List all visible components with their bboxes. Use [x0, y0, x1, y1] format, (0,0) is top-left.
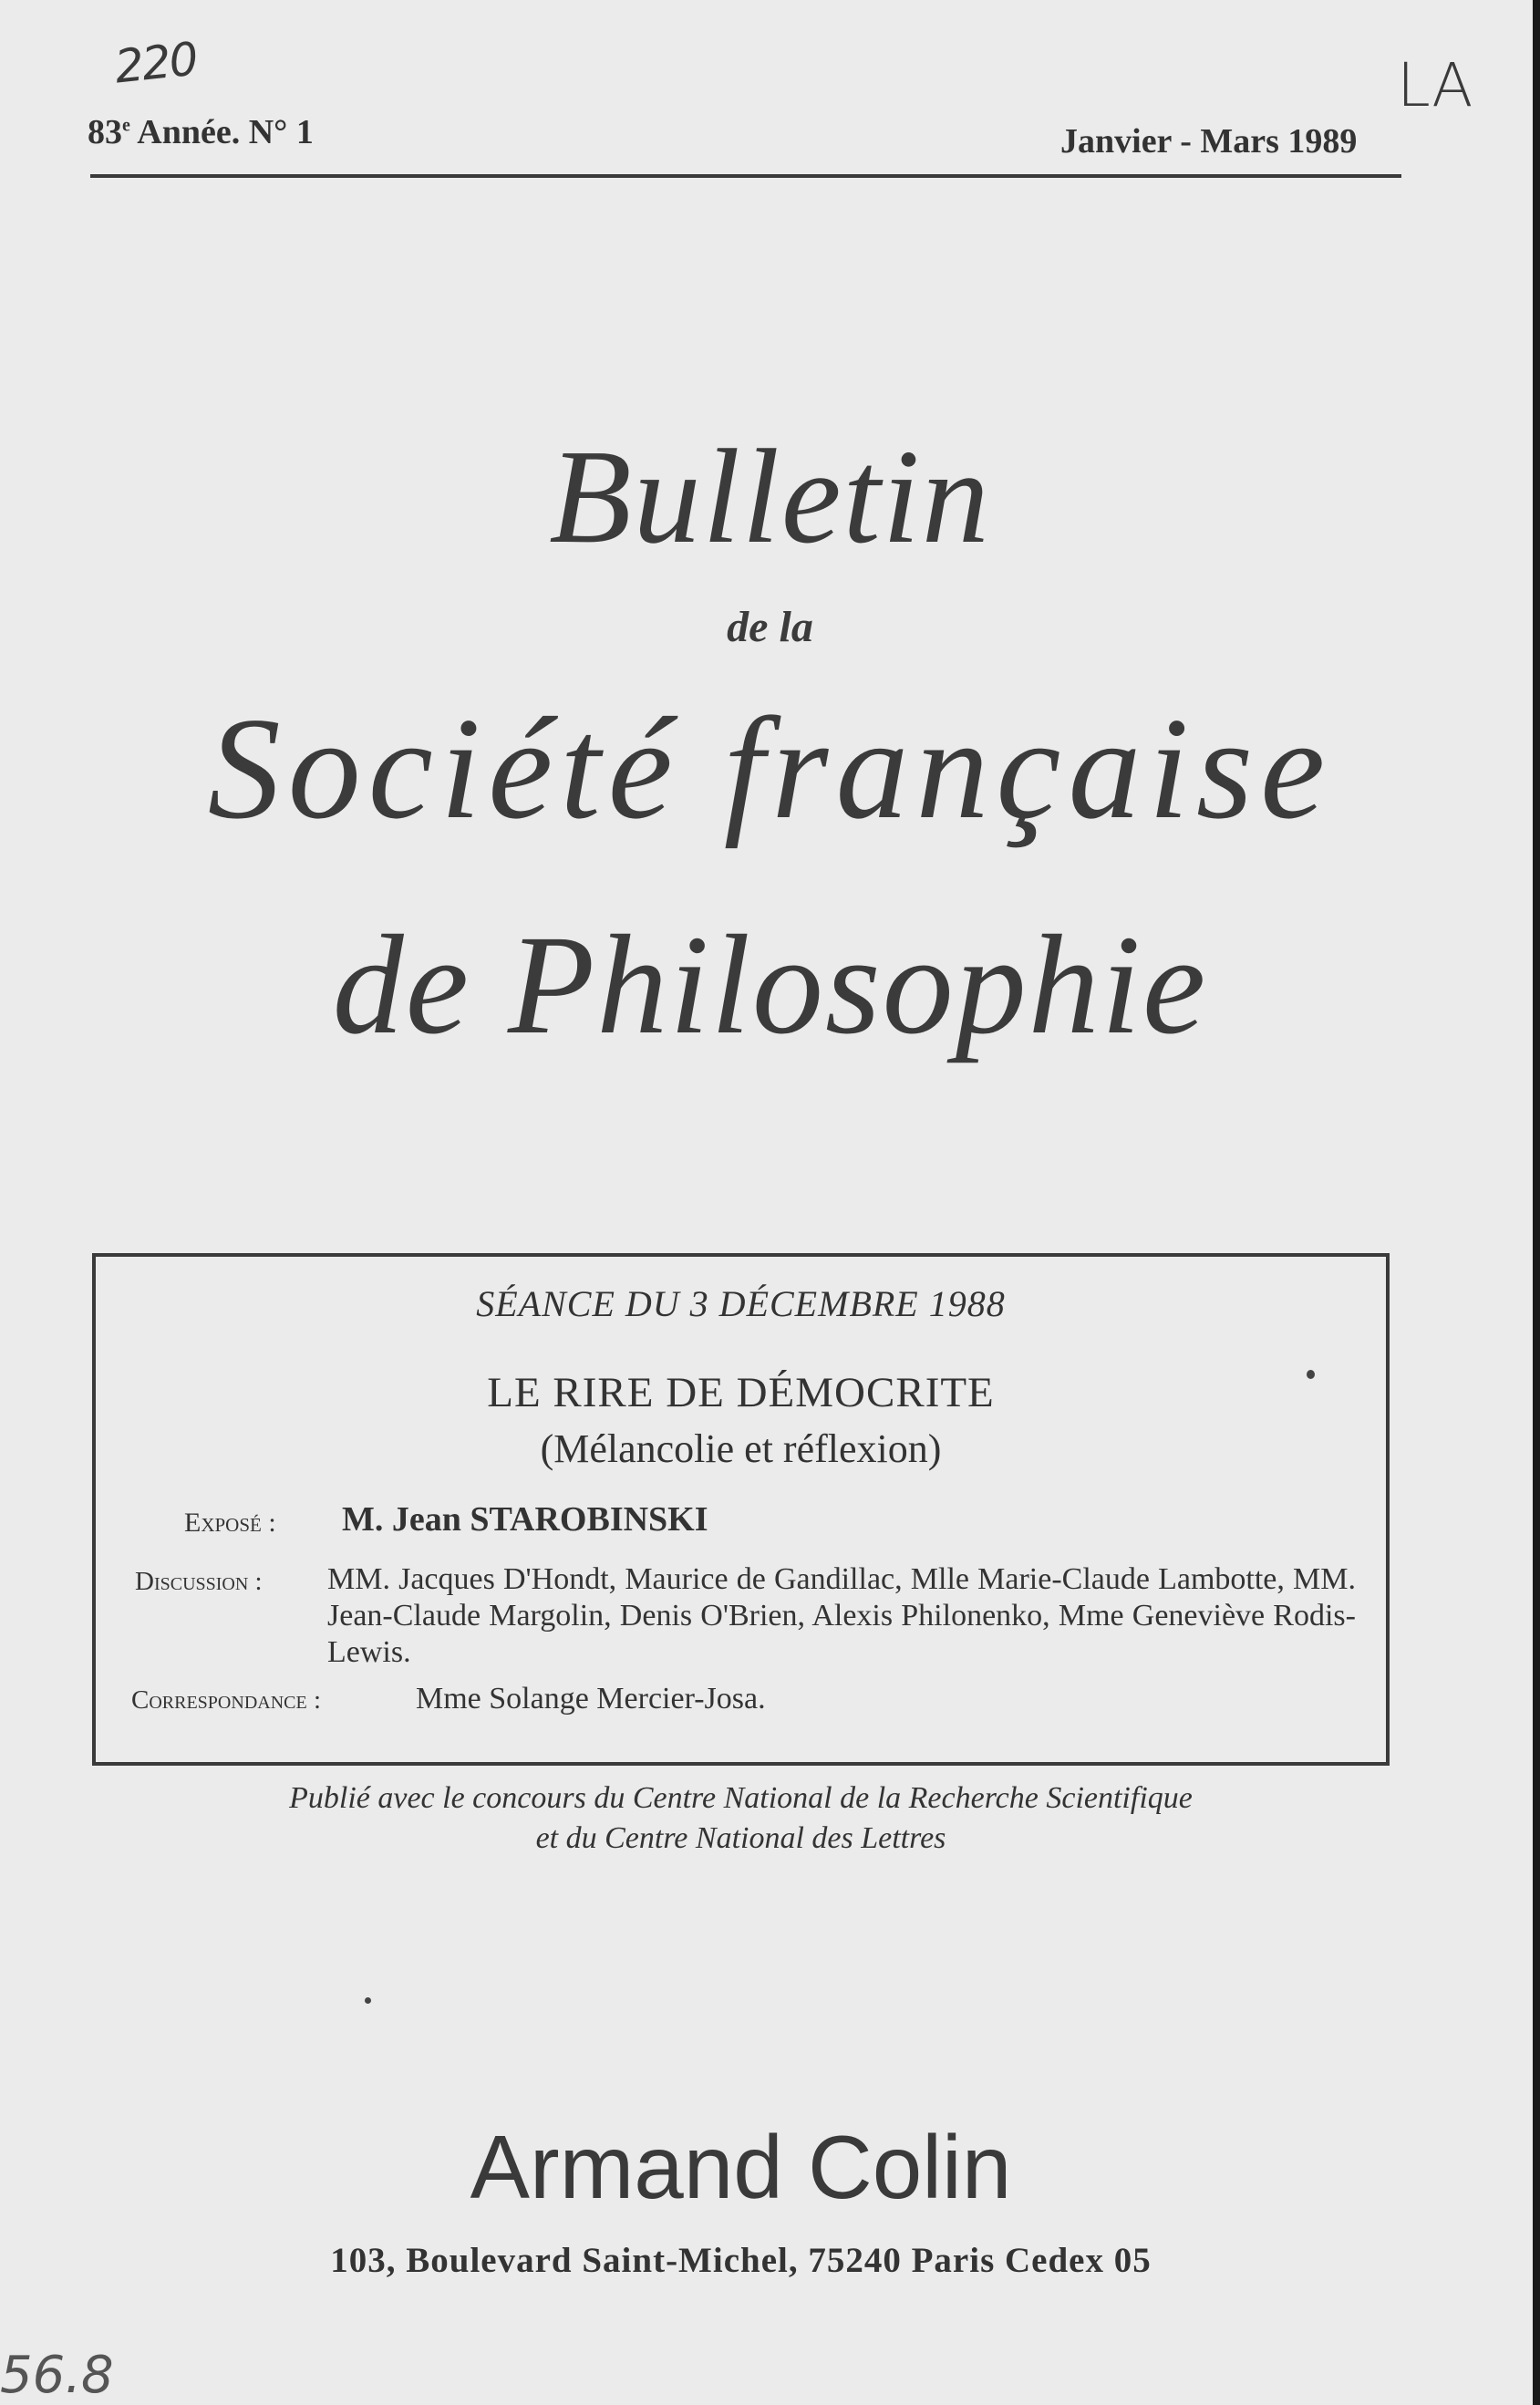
scan-edge [1533, 0, 1540, 2405]
discussion-label: Discussion : [135, 1567, 263, 1596]
issue-number: 83e Année. N° 1 [88, 113, 314, 151]
handwritten-initials: LA [1397, 50, 1473, 120]
title-societe: Société française [207, 687, 1333, 849]
handwritten-number: 220 [112, 32, 200, 94]
issue-date: Janvier - Mars 1989 [1060, 122, 1358, 161]
publication-note [0, 1778, 1482, 1859]
seance-subtitle: (Mélancolie et réflexion) [540, 1426, 942, 1471]
speck [365, 1997, 371, 2004]
handwritten-shelfmark: 56.8 [0, 2346, 114, 2405]
expose-speaker: M. Jean STAROBINSKI [342, 1500, 708, 1539]
header-rule [90, 174, 1401, 178]
publication-note-line1: Publié avec le concours du Centre National de la Recherche Scientifique [289, 1781, 1193, 1815]
publisher-address: 103, Boulevard Saint-Michel, 75240 Paris Cedex 05 [330, 2241, 1152, 2280]
expose-label: Exposé : [184, 1508, 276, 1538]
publication-note-line2: et du Centre National des Lettres [535, 1821, 946, 1855]
title-philosophie: de Philosophie [332, 906, 1208, 1063]
publisher-name: Armand Colin [470, 2117, 1012, 2217]
correspondance-label: Correspondance : [131, 1685, 322, 1715]
correspondance-name: Mme Solange Mercier-Josa. [416, 1682, 766, 1716]
title-bulletin: Bulletin [549, 422, 991, 572]
seance-subject: LE RIRE DE DÉMOCRITE [487, 1369, 995, 1416]
speck [1307, 1370, 1315, 1379]
seance-heading: SÉANCE DU 3 DÉCEMBRE 1988 [476, 1283, 1006, 1324]
discussion-participants: MM. Jacques D'Hondt, Maurice de Gandillac, Mlle Marie-Claude Lambotte, MM. Jean-Claude Margolin, Denis O'Brien, Alexis Philonenko, Mme Geneviève Rodis-Lewis. [327, 1562, 1356, 1669]
title-de-la: de la [727, 603, 813, 651]
